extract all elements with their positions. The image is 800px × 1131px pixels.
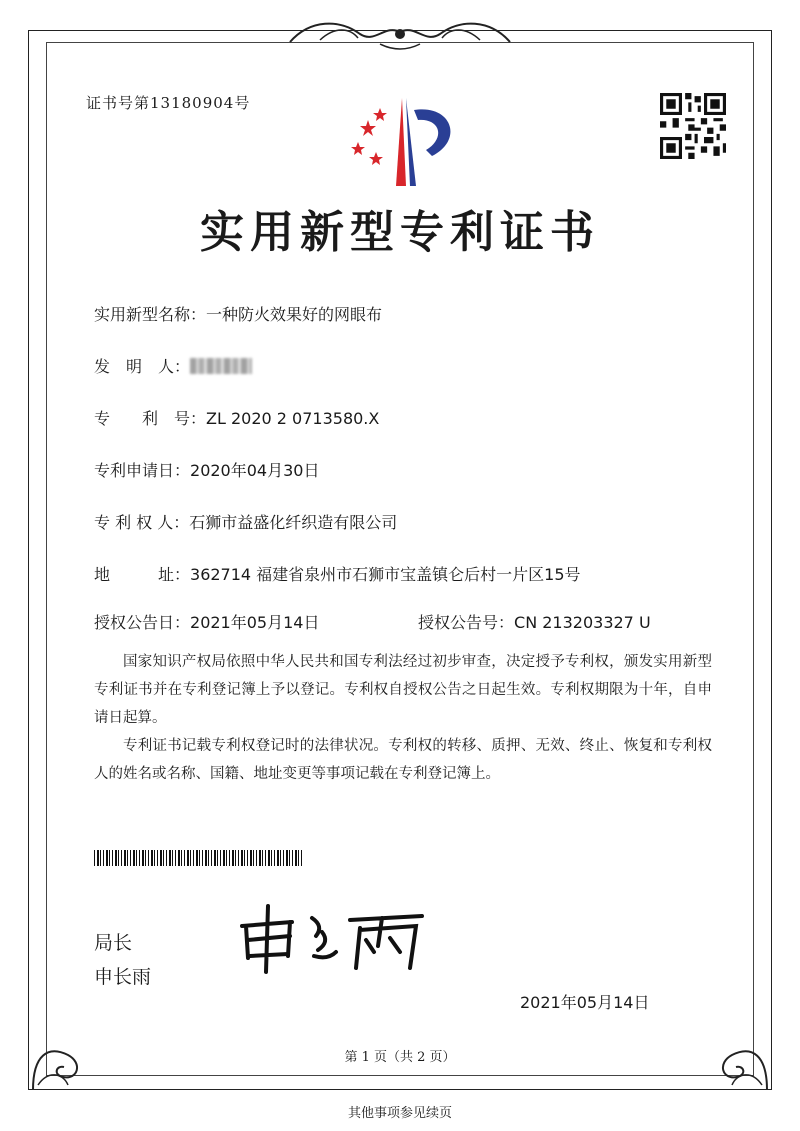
field-utility-model-name [94, 302, 382, 325]
field-value: 石狮市益盛化纤织造有限公司 [189, 513, 398, 532]
handwritten-signature [232, 896, 432, 976]
footer-note: 其他事项参见续页 [347, 1106, 452, 1121]
barcode-icon [94, 850, 304, 866]
field-value: 2020年04月30日 [190, 461, 320, 480]
field-address [94, 562, 581, 585]
field-value: 一种防火效果好的网眼布 [206, 305, 383, 324]
field-value: CN 213203327 U [514, 613, 651, 632]
redacted-inventor-name [190, 358, 252, 374]
field-patentee [94, 510, 397, 533]
field-value: 362714 福建省泉州市石狮市宝盖镇仑后村一片区15号 [190, 565, 581, 584]
body-paragraph: 国家知识产权局依照中华人民共和国专利法经过初步审查，决定授予专利权，颁发实用新型专利证书并在专利登记簿上予以登记。专利权自授权公告之日起生效。专利权期限为十年，自申请日起算。 [94, 654, 712, 726]
field-label: 授权公告日： [94, 613, 191, 632]
issue-date: 2021年05月14日 [520, 993, 650, 1012]
field-label: 发 明 人： [94, 357, 191, 376]
field-value: ZL 2020 2 0713580.X [206, 409, 380, 428]
signatory-title: 局长 [94, 932, 133, 954]
field-label: 专 利 号： [94, 409, 207, 428]
certificate-title: 实用新型专利证书 [200, 207, 600, 258]
page-indicator: 第 1 页（共 2 页） [344, 1050, 456, 1065]
field-patent-number [94, 406, 379, 429]
field-label: 实用新型名称： [94, 305, 207, 324]
field-label: 地 址： [94, 565, 191, 584]
field-inventor [94, 354, 252, 377]
field-value: 2021年05月14日 [190, 613, 320, 632]
field-label: 专 利 权 人： [94, 513, 190, 532]
field-label: 专利申请日： [94, 461, 191, 480]
field-label: 授权公告号： [418, 613, 515, 632]
top-ornament-icon [280, 14, 520, 54]
body-paragraph: 专利证书记载专利权登记时的法律状况。专利权的转移、质押、无效、终止、恢复和专利权人的姓名或名称、国籍、地址变更等事项记载在专利登记簿上。 [94, 738, 712, 782]
certificate-body [94, 648, 712, 788]
patent-office-logo-icon [340, 90, 470, 190]
certificate-number: 证书号第13180904号 [86, 94, 251, 112]
field-filing-date [94, 458, 319, 481]
field-grant-number [418, 610, 651, 633]
signatory-name: 申长雨 [94, 966, 152, 988]
qr-code-icon [660, 93, 726, 159]
field-grant-date [94, 610, 319, 633]
